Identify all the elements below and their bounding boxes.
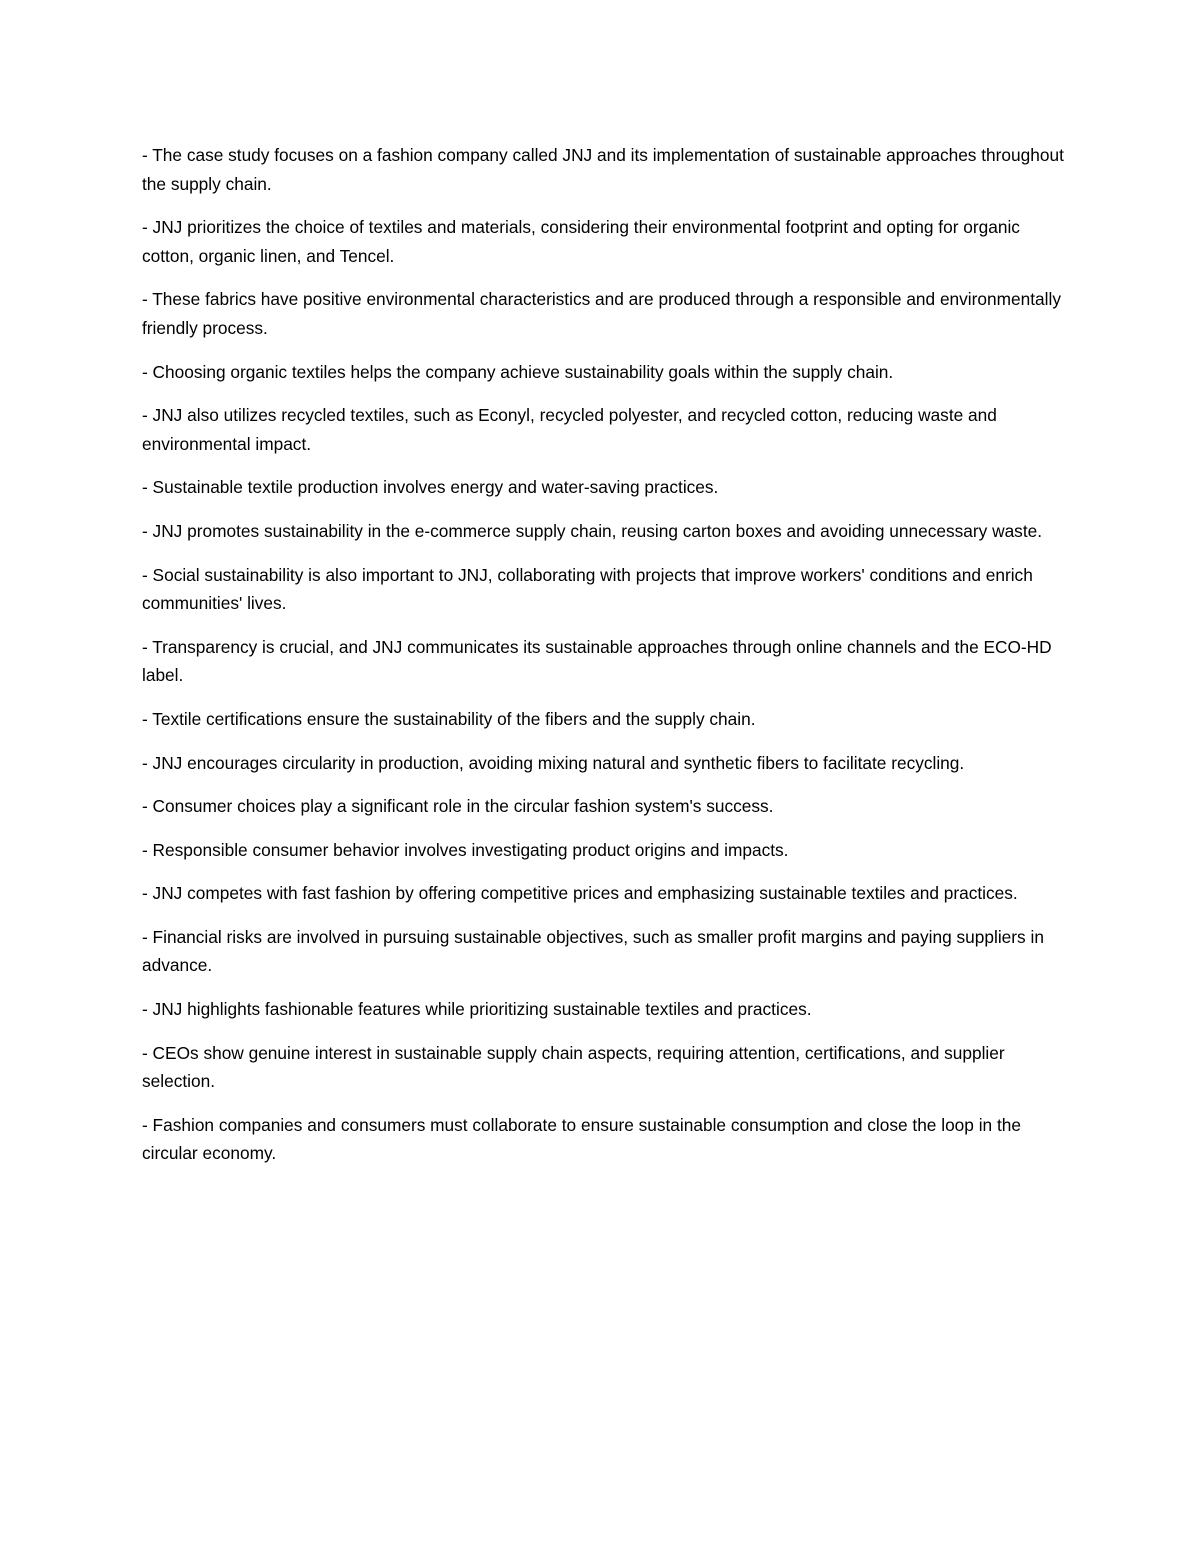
- paragraph: - Fashion companies and consumers must collaborate to ensure sustainable consumption and close the loop in the circular economy.: [142, 1114, 1021, 1164]
- paragraph: - Transparency is crucial, and JNJ communicates its sustainable approaches through online channels and the ECO-HD label.: [142, 636, 1052, 686]
- paragraph: - JNJ encourages circularity in production, avoiding mixing natural and synthetic fibers to facilitate recycling.: [142, 752, 965, 773]
- paragraph: - JNJ highlights fashionable features while prioritizing sustainable textiles and practices.: [142, 999, 812, 1020]
- paragraph: - Social sustainability is also important to JNJ, collaborating with projects that improve workers' conditions and enrich communities' lives.: [142, 564, 1033, 614]
- paragraph: - These fabrics have positive environmental characteristics and are produced through a responsible and environmentally friendly process.: [142, 289, 1061, 338]
- paragraph: - Financial risks are involved in pursuing sustainable objectives, such as smaller profit margins and paying suppliers in advance.: [142, 926, 1044, 976]
- paragraph: - Sustainable textile production involves energy and water-saving practices.: [142, 477, 719, 498]
- paragraph: - Consumer choices play a significant role in the circular fashion system's success.: [142, 796, 774, 817]
- paragraph: - JNJ promotes sustainability in the e-commerce supply chain, reusing carton boxes and avoiding unnecessary waste.: [142, 520, 1043, 541]
- document-body: [142, 141, 1067, 1183]
- paragraph: - The case study focuses on a fashion company called JNJ and its implementation of sustainable approaches throughout the supply chain.: [142, 145, 1064, 194]
- paragraph: - CEOs show genuine interest in sustainable supply chain aspects, requiring attention, certifications, and supplier selection.: [142, 1042, 1005, 1092]
- paragraph: - Textile certifications ensure the sustainability of the fibers and the supply chain.: [142, 708, 756, 729]
- paragraph: - Responsible consumer behavior involves investigating product origins and impacts.: [142, 839, 789, 860]
- paragraph: - JNJ prioritizes the choice of textiles and materials, considering their environmental footprint and opting for organic cotton, organic linen, and Tencel.: [142, 217, 1020, 266]
- paragraph: - Choosing organic textiles helps the company achieve sustainability goals within the supply chain.: [142, 361, 894, 382]
- paragraph: - JNJ also utilizes recycled textiles, such as Econyl, recycled polyester, and recycled cotton, reducing waste and environmental impact.: [142, 405, 997, 454]
- paragraph: - JNJ competes with fast fashion by offering competitive prices and emphasizing sustainable textiles and practices.: [142, 883, 1018, 904]
